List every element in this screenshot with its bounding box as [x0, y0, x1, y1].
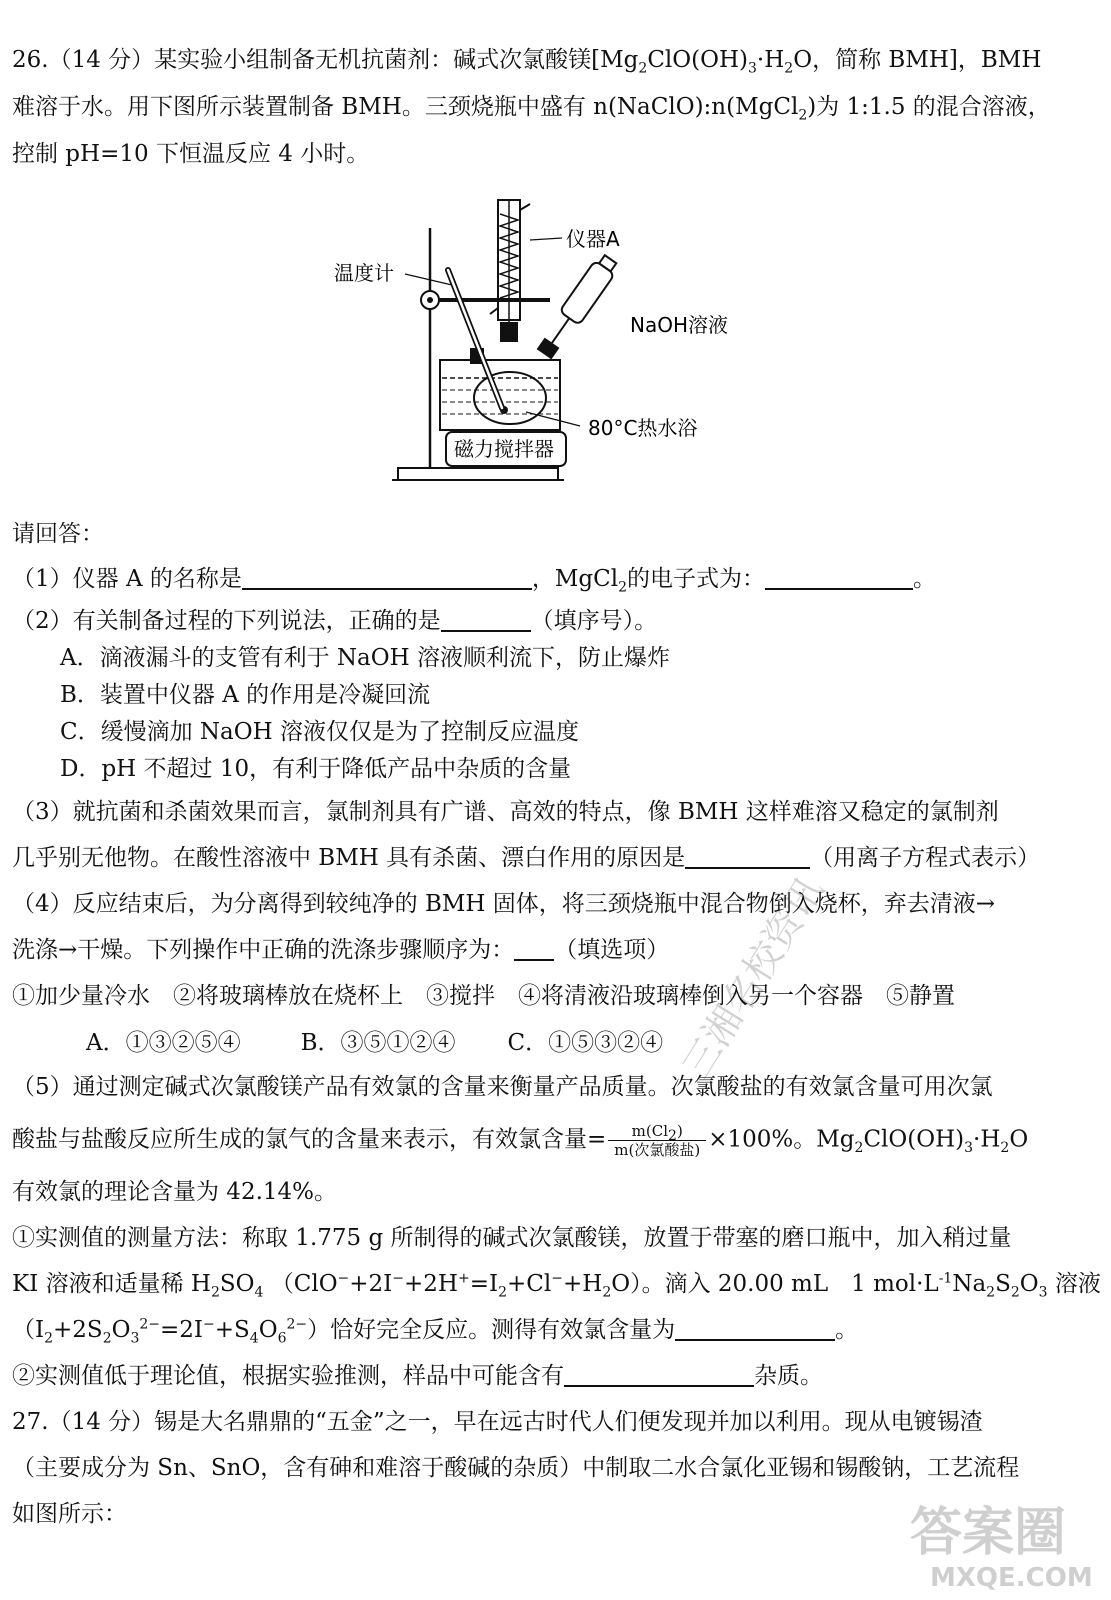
- answer-blank-1a: [242, 564, 532, 590]
- stand-base: [398, 468, 558, 480]
- condenser-stopper: [500, 322, 518, 342]
- dropping-funnel: [534, 252, 620, 361]
- q27-line2: （主要成分为 Sn、SnO，含有砷和难溶于酸碱的杂质）中制取二水合氯化亚锡和锡酸钠，工艺流程: [12, 1455, 1020, 1481]
- q26-intro-line3: 控制 pH=10 下恒温反应 4 小时。: [12, 141, 370, 167]
- q26-part2: （2）有关制备过程的下列说法，正确的是 （填序号）。: [12, 608, 658, 634]
- q26-part4-line2: 洗涤→干燥。下列操作中正确的洗涤步骤顺序为： （填选项）: [12, 937, 670, 963]
- watermark: [480, 720, 833, 1087]
- q26-part5-s1-line1: ①实测值的测量方法：称取 1.775 g 所制得的碱式次氯酸镁，放置于带塞的磨口瓶中，加入稍过量: [12, 1225, 1012, 1251]
- answer-blank-2: [441, 606, 531, 632]
- q26-part1: （1）仪器 A 的名称是 ，MgCl$_2$的电子式为： 。: [12, 566, 937, 596]
- q26-part5-line1: （5）通过测定碱式次氯酸镁产品有效氯的含量来衡量产品质量。次氯酸盐的有效氯含量可用次氯: [12, 1074, 993, 1100]
- q26-part5-s1-line3: $(I_2+2S_2O_3^{2-}=2I^-+S_4O_6^{2-})$恰好完全反应。测得有效氯含量为 。: [12, 1316, 859, 1347]
- q26-part5-s1-line2: KI 溶液和适量稀 $H_2SO_4$ $(ClO^-+2I^-+2H^+=I_2+Cl^-+H_2O)$。滴入 20.00 mL 1 $mol\cdot L^{-1}Na_2S_2O_3$ 溶液: [12, 1270, 1101, 1301]
- q26-intro-line2: 难溶于水。用下图所示装置制备 BMH。三颈烧瓶中盛有 n(NaClO):n(MgCl$_2$)为 1:1.5 的混合溶液，: [12, 94, 1051, 124]
- option-2a: A．滴液漏斗的支管有利于 NaOH 溶液顺利流下，防止爆炸: [60, 645, 670, 671]
- q27-line1: 27.（14 分）锡是大名鼎鼎的“五金”之一，早在远古时代人们便发现并加以利用。现从电镀锡渣: [12, 1409, 983, 1435]
- q27-line3: 如图所示：: [12, 1501, 127, 1527]
- effective-chlorine-fraction: $\frac{m(Cl_2)}{\text{m(次氯酸盐)}}$: [608, 1122, 706, 1159]
- three-neck-flask: [474, 372, 546, 424]
- q26-part5-s2: ②实测值低于理论值，根据实验推测，样品中可能含有 杂质。: [12, 1363, 823, 1389]
- option-2c: C．缓慢滴加 NaOH 溶液仅仅是为了控制反应温度: [60, 719, 579, 745]
- q26-part5-line3: 有效氯的理论含量为 42.14%。: [12, 1179, 338, 1205]
- wash-choices: A．①③②⑤④ B．③⑤①②④ C．①⑤③②④: [86, 1030, 664, 1056]
- q26-part3-line2: 几乎别无他物。在酸性溶液中 BMH 具有杀菌、漂白作用的原因是 （用离子方程式表示）: [12, 845, 1041, 871]
- answer-blank-1b: [765, 564, 913, 590]
- q26-part5-line2: 酸盐与盐酸反应所生成的氯气的含量来表示，有效氯含量= $\frac{m(Cl_2)}{\text{m(次氯酸盐)}}$ ×100%。$Mg_2ClO(OH)_3\cdot H_2O$: [12, 1122, 1029, 1159]
- label-water-bath: 80°C热水浴: [588, 416, 698, 440]
- q26-intro-line1: 26.（14 分）某实验小组制备无机抗菌剂：碱式次氯酸镁[$Mg_2ClO(OH)_3\cdot H_2O$，简称 BMH]，BMH: [12, 47, 1042, 77]
- option-2b: B．装置中仪器 A 的作用是冷凝回流: [60, 682, 431, 708]
- q26-part4-line1: （4）反应结束后，为分离得到较纯净的 BMH 固体，将三颈烧瓶中混合物倒入烧杯，弃去清液→: [12, 891, 996, 917]
- please-answer: 请回答：: [12, 521, 104, 547]
- apparatus-diagram: [330, 190, 760, 500]
- label-instrument-a: 仪器A: [566, 227, 620, 251]
- site-logo: [890, 1490, 1100, 1595]
- answer-blank-5b: [564, 1361, 754, 1387]
- logo-url: MXQE.COM: [930, 1563, 1093, 1593]
- option-2d: D．pH 不超过 10，有利于降低产品中杂质的含量: [60, 756, 572, 782]
- label-naoh-solution: NaOH溶液: [630, 313, 728, 337]
- label-thermometer: 温度计: [334, 261, 394, 285]
- label-magnetic-stirrer: 磁力搅拌器: [454, 437, 554, 461]
- logo-text: 答案圈: [910, 1503, 1067, 1563]
- watermark-text: 三湘名校资讯: [673, 869, 833, 1087]
- answer-blank-5a: [675, 1315, 835, 1341]
- wash-steps: ①加少量冷水 ②将玻璃棒放在烧杯上 ③搅拌 ④将清液沿玻璃棒倒入另一个容器 ⑤静置: [12, 983, 955, 1009]
- q26-part3-line1: （3）就抗菌和杀菌效果而言，氯制剂具有广谱、高效的特点，像 BMH 这样难溶又稳定的氯制剂: [12, 799, 999, 825]
